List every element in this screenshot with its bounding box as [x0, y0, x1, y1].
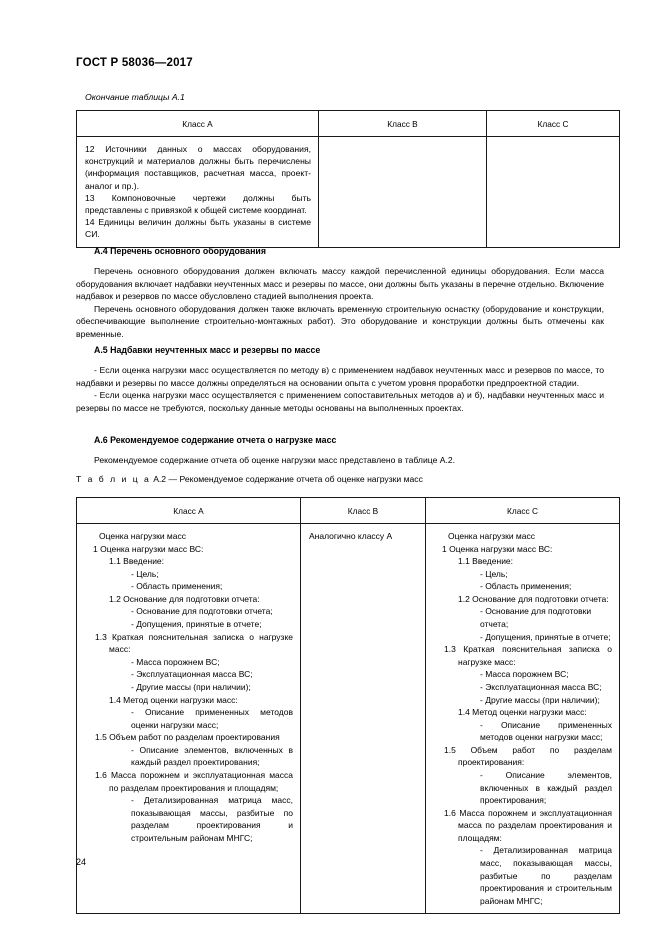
section-a5-paragraph-1: - Если оценка нагрузки масс осуществляется по методу в) с применением надбавок неучтенных масс и резервов по массе, то надбавки и резервы по массе должны определяться на основании опыта с учетом уровня проработки предпроектной стадии. — [76, 364, 604, 388]
a2c-line-17: - Детализированная матрица масс, показывающая массы, разбитые по разделам проектирования и строительным районам МНГС; — [480, 845, 612, 906]
table-a1-header-class-c: Класс С — [487, 111, 620, 137]
a2c-line-9: - Масса порожнем ВС; — [480, 669, 569, 680]
a2a-line-14: 1.5 Объем работ по разделам проектирования — [95, 732, 280, 743]
table-a2-cell-class-c — [426, 524, 620, 914]
a2c-line-10: - Эксплуатационная масса ВС; — [480, 681, 602, 692]
a2c-line-2: 1.1 Введение: — [458, 556, 514, 567]
a2a-line-1: 1 Оценка нагрузки масс ВС: — [93, 543, 204, 554]
a2a-line-13: - Описание примененных методов оценки нагрузки масс; — [131, 707, 293, 730]
section-a4-heading: А.4 Перечень основного оборудования — [94, 246, 266, 256]
a2c-line-14: 1.5 Объем работ по разделам проектирования: — [444, 744, 612, 768]
table-a1-cell-class-a — [77, 137, 319, 248]
a2a-line-9: - Масса порожнем ВС; — [131, 656, 220, 667]
table-a2-caption-text: — Рекомендуемое содержание отчета об оценке нагрузки масс — [168, 474, 423, 484]
a2a-line-6: - Основание для подготовки отчета; — [131, 606, 273, 617]
table-a1-item-13: 13 Компоновочные чертежи должны быть представлены с привязкой к общей системе координат. — [85, 192, 311, 216]
table-a2-cell-class-a — [77, 524, 301, 914]
table-a1-item-14: 14 Единицы величин должны быть указаны в системе СИ. — [85, 217, 311, 240]
a2a-line-3: - Цель; — [131, 568, 159, 579]
table-a2-cell-class-b — [301, 524, 426, 914]
section-a4-paragraph-1: Перечень основного оборудования должен включать массу каждой перечисленной единицы оборудования. Если масса оборудования включает надбавки неучтенных масс и резервы по массе, они должны быть указаны в перечне отдельно. Включение надбавок и резервов по массе обусловлено стадией выполнения проекта. — [76, 265, 605, 302]
table-a2-header-class-c: Класс С — [426, 498, 620, 524]
table-a2-caption-label: Т а б л и ц а — [76, 474, 151, 484]
a2c-line-13: - Описание примененных методов оценки нагрузки масс; — [480, 719, 612, 743]
section-a6 — [76, 434, 604, 467]
a2a-line-4: - Область применения; — [131, 581, 223, 592]
table-a1 — [76, 110, 620, 248]
section-a5 — [76, 344, 604, 414]
a2a-line-0: Оценка нагрузки масс — [99, 531, 187, 541]
table-row — [77, 524, 620, 914]
table-row — [77, 137, 620, 248]
a2a-line-12: 1.4 Метод оценки нагрузки масс: — [109, 694, 238, 705]
a2a-line-15: - Описание элементов, включенных в каждый раздел проектирования; — [131, 744, 293, 768]
table-a1-header-class-a: Класс А — [77, 111, 319, 137]
table-a1-header-row — [77, 111, 620, 137]
a2c-line-6: - Основание для подготовки отчета; — [480, 606, 592, 630]
table-a2-header-class-a: Класс А — [77, 498, 301, 524]
a2c-line-11: - Другие массы (при наличии); — [480, 694, 600, 705]
a2c-line-15: - Описание элементов, включенных в каждый раздел проектирования; — [480, 769, 612, 806]
a2c-line-5: 1.2 Основание для подготовки отчета: — [458, 593, 609, 604]
section-a6-heading: А.6 Рекомендуемое содержание отчета о нагрузке масс — [94, 435, 337, 445]
a2c-line-16: 1.6 Масса порожнем и эксплуатационная масса по разделам проектирования и площадям: — [444, 807, 612, 843]
a2c-line-1: 1 Оценка нагрузки масс ВС: — [442, 543, 553, 554]
a2a-line-10: - Эксплуатационная масса ВС; — [131, 669, 253, 680]
section-a6-paragraph-1: Рекомендуемое содержание отчета об оценке нагрузки масс представлено в таблице А.2. — [94, 454, 456, 465]
table-a2-caption — [76, 474, 423, 484]
table-a1-continuation-caption: Окончание таблицы А.1 — [85, 92, 185, 102]
a2c-line-4: - Область применения; — [480, 581, 572, 592]
a2a-line-8: 1.3 Краткая пояснительная записка о нагрузке масс: — [95, 631, 293, 655]
table-a2-header-row — [77, 498, 620, 524]
table-a1-item-12: 12 Источники данных о массах оборудования, конструкций и материалов должны быть перечислены (информация поставщиков, расчетная масса, проект-аналог и пр.). — [85, 144, 311, 191]
section-a4 — [76, 245, 604, 341]
a2a-line-5: 1.2 Основание для подготовки отчета: — [109, 593, 260, 604]
table-a2-caption-number: А.2 — [153, 474, 167, 484]
page-number: 24 — [76, 857, 87, 867]
a2c-line-8: 1.3 Краткая пояснительная записка о нагрузке масс: — [444, 644, 612, 667]
section-a5-paragraph-2: - Если оценка нагрузки масс осуществляется с применением сопоставительных методов а) и б), надбавки неучтенных масс и резервы по массе не требуются, поскольку данные методы основаны на выполненных проектах. — [76, 390, 604, 413]
a2a-line-11: - Другие массы (при наличии); — [131, 681, 251, 692]
standard-designation: ГОСТ Р 58036—2017 — [76, 57, 193, 69]
a2a-line-16: 1.6 Масса порожнем и эксплуатационная масса по разделам проектирования и площадям; — [95, 769, 293, 793]
a2c-line-12: 1.4 Метод оценки нагрузки масс: — [458, 707, 587, 718]
section-a5-heading: А.5 Надбавки неучтенных масс и резервы по массе — [94, 345, 321, 355]
table-a1-cell-class-c — [487, 137, 620, 248]
a2c-line-7: - Допущения, принятые в отчете; — [480, 631, 611, 642]
a2a-line-2: 1.1 Введение: — [109, 556, 165, 567]
table-a1-header-class-b: Класс В — [319, 111, 487, 137]
table-a2-cell-class-b-text: Аналогично классу А — [309, 531, 393, 541]
table-a1-cell-class-b — [319, 137, 487, 248]
section-a4-paragraph-2: Перечень основного оборудования должен также включать временную строительную оснастку (оборудование и конструкции, обеспечивающие выполнение строительно-монтажных работ). Это оборудование и конструкции должны быть отмечены как временные. — [76, 303, 604, 340]
a2c-line-0: Оценка нагрузки масс — [448, 531, 536, 541]
table-a2-header-class-b: Класс В — [301, 498, 426, 524]
a2c-line-3: - Цель; — [480, 568, 508, 579]
a2a-line-7: - Допущения, принятые в отчете; — [131, 619, 262, 630]
table-a2 — [76, 497, 620, 914]
a2a-line-17: - Детализированная матрица масс, показывающая массы, разбитые по разделам проектирования и строительным районам МНГС; — [131, 795, 293, 843]
